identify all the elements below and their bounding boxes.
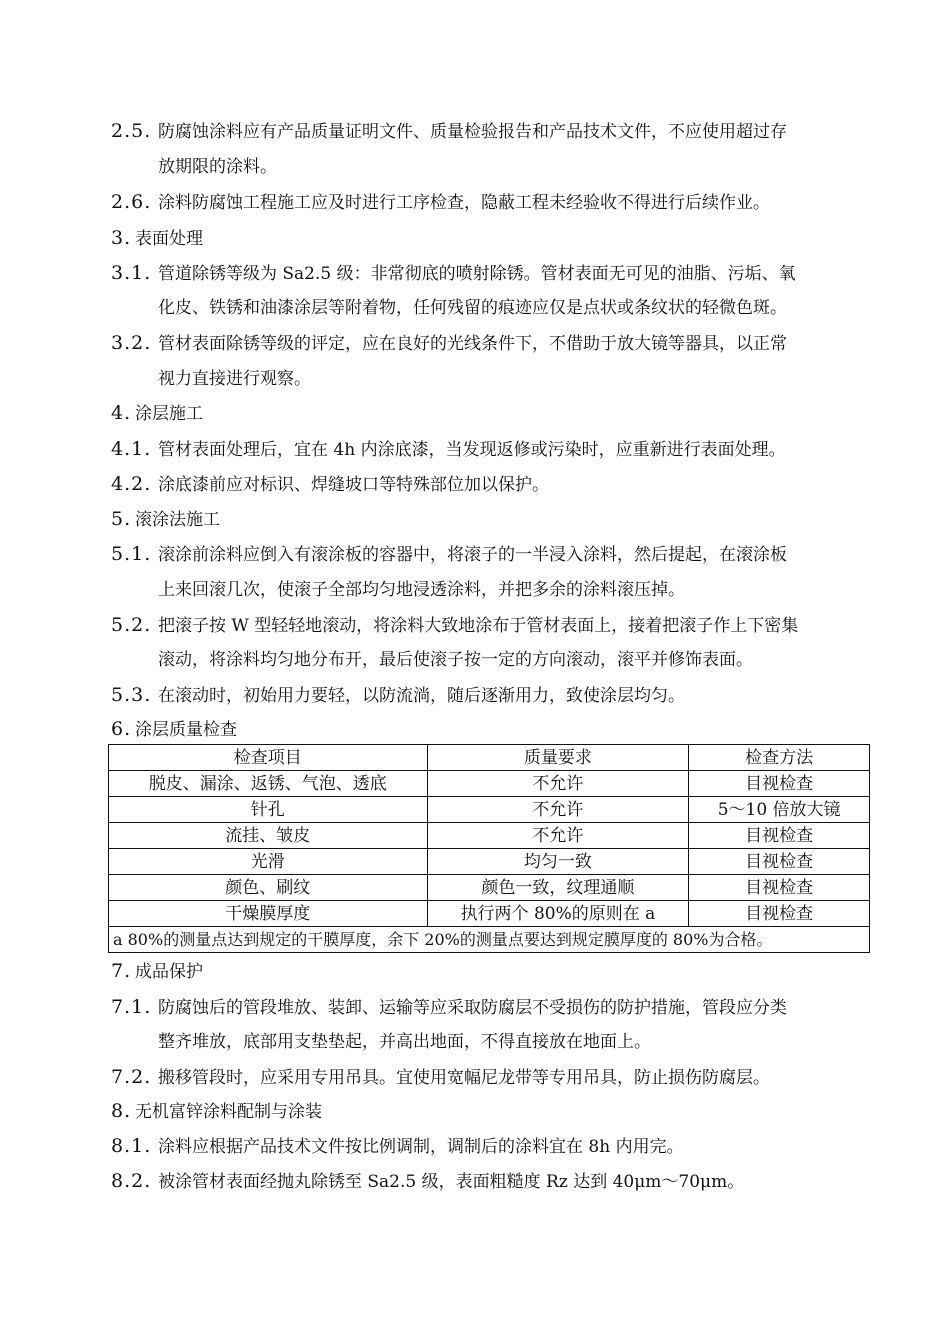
table-note: a 80%的测量点达到规定的干膜厚度，余下 20%的测量点要达到规定膜厚度的 80%为合格。: [109, 927, 870, 953]
table-row: [109, 771, 870, 797]
item-text: 涂底漆前应对标识、焊缝坡口等特殊部位加以保护。: [158, 475, 549, 495]
section-number: 8.: [111, 1100, 132, 1122]
section-number: 7.: [111, 960, 132, 982]
item-5-3: [111, 684, 685, 707]
section-number: 6.: [111, 718, 132, 740]
table-header-row: [109, 745, 870, 771]
item-text: 被涂管材表面经抛丸除锈至 Sa2.5 级，表面粗糙度 Rz 达到 40μm～70μm。: [158, 1172, 745, 1192]
table-cell: 目视检查: [689, 849, 870, 875]
item-number: 8.1.: [111, 1135, 152, 1157]
item-text: 防腐蚀涂料应有产品质量证明文件、质量检验报告和产品技术文件，不应使用超过存: [158, 122, 787, 142]
item-3-2: [111, 332, 787, 355]
item-number: 4.2.: [111, 473, 152, 495]
table-cell: 5～10 倍放大镜: [689, 797, 870, 823]
table-header: 检查方法: [689, 745, 870, 771]
item-number: 3.2.: [111, 332, 152, 354]
table-cell: 针孔: [109, 797, 428, 823]
table-row: [109, 797, 870, 823]
item-number: 7.1.: [111, 996, 152, 1018]
item-number: 3.1.: [111, 262, 152, 284]
item-7-1: [111, 996, 787, 1019]
item-number: 8.2.: [111, 1170, 152, 1192]
quality-check-table: [108, 744, 870, 953]
table-header: 检查项目: [109, 745, 428, 771]
item-text: 管材表面除锈等级的评定，应在良好的光线条件下，不借助于放大镜等器具，以正常: [158, 334, 787, 354]
item-3-2-continuation: 视力直接进行观察。: [158, 369, 311, 389]
table-cell: 颜色、刷纹: [109, 875, 428, 901]
item-text: 滚涂前涂料应倒入有滚涂板的容器中，将滚子的一半浸入涂料，然后提起，在滚涂板: [158, 545, 787, 565]
table-row: [109, 849, 870, 875]
item-8-2: [111, 1170, 744, 1193]
item-text: 管材表面处理后，宜在 4h 内涂底漆，当发现返修或污染时，应重新进行表面处理。: [158, 440, 786, 460]
item-number: 2.6.: [111, 191, 152, 213]
item-number: 2.5.: [111, 120, 152, 142]
table-row: [109, 823, 870, 849]
section-title: 成品保护: [135, 962, 203, 982]
section-title: 无机富锌涂料配制与涂装: [135, 1102, 322, 1122]
item-text: 在滚动时，初始用力要轻，以防流淌，随后逐渐用力，致使涂层均匀。: [158, 686, 685, 706]
item-3-1-continuation: 化皮、铁锈和油漆涂层等附着物，任何残留的痕迹应仅是点状或条纹状的轻微色斑。: [158, 298, 787, 318]
table-cell: 不允许: [427, 771, 689, 797]
table-cell: 脱皮、漏涂、返锈、气泡、透底: [109, 771, 428, 797]
section-7-heading: [111, 960, 203, 983]
item-text: 把滚子按 W 型轻轻地滚动，将涂料大致地涂布于管材表面上，接着把滚子作上下密集: [158, 616, 799, 636]
section-number: 5.: [111, 508, 132, 530]
item-number: 5.3.: [111, 684, 152, 706]
item-5-2: [111, 614, 798, 637]
table-row: [109, 901, 870, 927]
table-note-row: [109, 927, 870, 953]
item-2-5-continuation: 放期限的涂料。: [158, 157, 277, 177]
table-cell: 干燥膜厚度: [109, 901, 428, 927]
table-cell: 目视检查: [689, 823, 870, 849]
item-2-6: [111, 191, 770, 214]
table-cell: 不允许: [427, 797, 689, 823]
item-number: 5.1.: [111, 543, 152, 565]
item-4-1: [111, 438, 786, 461]
item-7-2: [111, 1066, 770, 1089]
item-3-1: [111, 262, 796, 285]
section-4-heading: [111, 402, 203, 425]
item-5-1-continuation: 上来回滚几次，使滚子全部均匀地浸透涂料，并把多余的涂料滚压掉。: [158, 580, 685, 600]
item-number: 7.2.: [111, 1066, 152, 1088]
table-header: 质量要求: [427, 745, 689, 771]
item-2-5: [111, 120, 787, 143]
table-cell: 流挂、皱皮: [109, 823, 428, 849]
table-cell: 执行两个 80%的原则在 a: [427, 901, 689, 927]
item-text: 搬移管段时，应采用专用吊具。宜使用宽幅尼龙带等专用吊具，防止损伤防腐层。: [158, 1068, 770, 1088]
item-5-2-continuation: 滚动，将涂料均匀地分布开，最后使滚子按一定的方向滚动，滚平并修饰表面。: [158, 650, 753, 670]
section-number: 3.: [111, 227, 132, 249]
item-text: 防腐蚀后的管段堆放、装卸、运输等应采取防腐层不受损伤的防护措施，管段应分类: [158, 998, 787, 1018]
section-title: 涂层质量检查: [135, 720, 237, 740]
table-cell: 不允许: [427, 823, 689, 849]
item-8-1: [111, 1135, 684, 1158]
section-8-heading: [111, 1100, 322, 1123]
item-number: 5.2.: [111, 614, 152, 636]
table-cell: 光滑: [109, 849, 428, 875]
item-5-1: [111, 543, 787, 566]
table-cell: 颜色一致，纹理通顺: [427, 875, 689, 901]
item-text: 管道除锈等级为 Sa2.5 级：非常彻底的喷射除锈。管材表面无可见的油脂、污垢、氧: [158, 264, 796, 284]
section-title: 滚涂法施工: [135, 510, 220, 530]
item-7-1-continuation: 整齐堆放，底部用支垫垫起，并高出地面，不得直接放在地面上。: [158, 1032, 651, 1052]
section-5-heading: [111, 508, 220, 531]
section-number: 4.: [111, 402, 132, 424]
table-cell: 目视检查: [689, 771, 870, 797]
item-text: 涂料防腐蚀工程施工应及时进行工序检查，隐蔽工程未经验收不得进行后续作业。: [158, 193, 770, 213]
table-cell: 目视检查: [689, 901, 870, 927]
section-6-heading: [111, 718, 237, 741]
section-3-heading: [111, 227, 203, 250]
table-cell: 均匀一致: [427, 849, 689, 875]
section-title: 涂层施工: [135, 404, 203, 424]
section-title: 表面处理: [135, 229, 203, 249]
item-number: 4.1.: [111, 438, 152, 460]
item-4-2: [111, 473, 549, 496]
table-cell: 目视检查: [689, 875, 870, 901]
item-text: 涂料应根据产品技术文件按比例调制，调制后的涂料宜在 8h 内用完。: [158, 1137, 684, 1157]
table-row: [109, 875, 870, 901]
